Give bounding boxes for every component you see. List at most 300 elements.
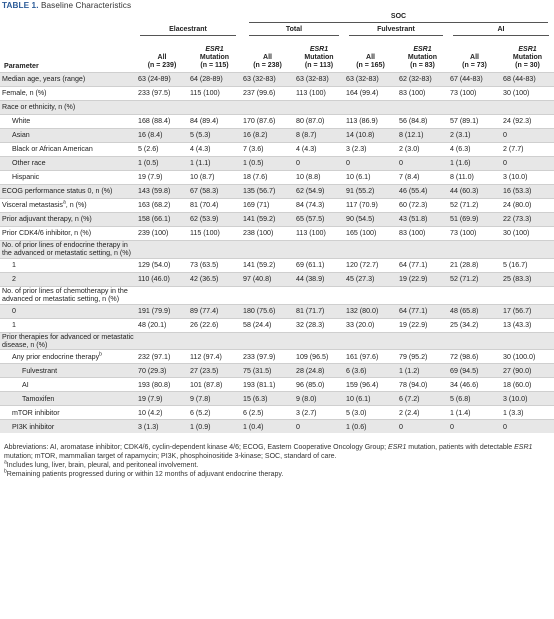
table-cell: 44 (60.3) bbox=[448, 185, 501, 199]
table-cell bbox=[294, 286, 344, 304]
table-cell: 112 (97.4) bbox=[188, 350, 241, 364]
abbrev-text-1: Abbreviations: AI, aromatase inhibitor; CDK4/6, cyclin-dependent kinase 4/6; ECOG, Eastern Cooperative Oncology Group; bbox=[4, 444, 389, 451]
table-cell: 78 (94.0) bbox=[397, 378, 448, 392]
table-cell: 69 (94.5) bbox=[448, 364, 501, 378]
table-row bbox=[0, 420, 554, 434]
table-cell: 56 (84.8) bbox=[397, 115, 448, 129]
row-label bbox=[0, 332, 136, 350]
row-label-text: ECOG performance status 0, n (%) bbox=[2, 187, 113, 196]
subheader-line: (n = 113) bbox=[304, 62, 334, 69]
table-cell bbox=[188, 286, 241, 304]
table-cell: 5 (2.6) bbox=[136, 143, 188, 157]
table-cell: 3 (10.0) bbox=[501, 392, 554, 406]
table-cell: 6 (3.6) bbox=[344, 364, 397, 378]
row-label bbox=[0, 420, 136, 434]
table-cell: 24 (92.3) bbox=[501, 115, 554, 129]
table-cell: 10 (8.7) bbox=[188, 171, 241, 185]
table-cell: 0 bbox=[397, 157, 448, 171]
table-row bbox=[0, 258, 554, 272]
table-cell: 45 (27.3) bbox=[344, 272, 397, 286]
table-cell: 17 (56.7) bbox=[501, 304, 554, 318]
table-cell: 27 (23.5) bbox=[188, 364, 241, 378]
table-cell: 237 (99.6) bbox=[241, 87, 294, 101]
subheader-line: (n = 73) bbox=[462, 62, 487, 69]
row-label bbox=[0, 378, 136, 392]
table-cell bbox=[188, 332, 241, 350]
table-cell: 81 (71.7) bbox=[294, 304, 344, 318]
table-cell: 51 (69.9) bbox=[448, 213, 501, 227]
table-cell: 67 (44-83) bbox=[448, 73, 501, 87]
table-row bbox=[0, 199, 554, 213]
row-label-text: Black or African American bbox=[12, 145, 93, 154]
table-cell: 25 (34.2) bbox=[448, 318, 501, 332]
table-cell: 0 bbox=[448, 420, 501, 434]
table-cell: 1 (0.9) bbox=[188, 420, 241, 434]
table-cell: 30 (100) bbox=[501, 227, 554, 241]
table-cell: 135 (56.7) bbox=[241, 185, 294, 199]
row-label bbox=[0, 115, 136, 129]
subheader-line: Mutation bbox=[304, 54, 334, 61]
abbrev-esr1: ESR1 bbox=[388, 444, 407, 451]
table-cell: 1 (1.2) bbox=[397, 364, 448, 378]
abbrev-text-3: mutation; mTOR, mammalian target of rapamycin; PI3K, phosphoinositide 3-kinase; SOC, standard of care. bbox=[4, 453, 337, 460]
row-label-text: No. of prior lines of chemotherapy in the advanced or metastatic setting, n (%) bbox=[2, 286, 128, 304]
table-cell: 6 (7.2) bbox=[397, 392, 448, 406]
table-cell bbox=[448, 286, 501, 304]
table-cell: 5 (6.8) bbox=[448, 392, 501, 406]
table-cell: 84 (89.4) bbox=[188, 115, 241, 129]
table-cell: 5 (3.0) bbox=[344, 406, 397, 420]
subheader-line: ESR1 bbox=[518, 46, 537, 53]
table-caption bbox=[2, 1, 131, 10]
table-cell: 34 (46.6) bbox=[448, 378, 501, 392]
table-cell: 8 (8.7) bbox=[294, 129, 344, 143]
table-cell bbox=[448, 332, 501, 350]
table-cell: 63 (24-89) bbox=[136, 73, 188, 87]
table-cell: 1 (0.4) bbox=[241, 420, 294, 434]
table-label: TABLE 1. bbox=[2, 1, 39, 10]
table-cell: 63 (32-83) bbox=[241, 73, 294, 87]
table-cell: 1 (1.4) bbox=[448, 406, 501, 420]
table-cell: 233 (97.9) bbox=[241, 350, 294, 364]
row-label bbox=[0, 241, 136, 259]
table-cell: 73 (100) bbox=[448, 227, 501, 241]
row-label-text: Prior therapies for advanced or metastatic disease, n (%) bbox=[2, 332, 134, 350]
table-row bbox=[0, 286, 554, 304]
table-cell bbox=[188, 241, 241, 259]
table-cell: 21 (28.8) bbox=[448, 258, 501, 272]
table-cell bbox=[344, 101, 397, 115]
table-cell: 19 (22.9) bbox=[397, 272, 448, 286]
row-label-text: Prior adjuvant therapy, n (%) bbox=[2, 215, 92, 224]
table-cell bbox=[241, 241, 294, 259]
row-label-text: Visceral metastasis bbox=[2, 201, 63, 210]
table-cell: 48 (65.8) bbox=[448, 304, 501, 318]
table-cell: 4 (6.3) bbox=[448, 143, 501, 157]
table-cell: 73 (100) bbox=[448, 87, 501, 101]
row-label bbox=[0, 129, 136, 143]
row-label bbox=[0, 171, 136, 185]
table-row bbox=[0, 318, 554, 332]
row-label-sup: a bbox=[62, 199, 66, 206]
table-cell: 64 (28-89) bbox=[188, 73, 241, 87]
table-row bbox=[0, 185, 554, 199]
subheader-line: (n = 115) bbox=[200, 62, 229, 69]
table-cell: 101 (87.8) bbox=[188, 378, 241, 392]
table-cell: 3 (2.3) bbox=[344, 143, 397, 157]
table-cell bbox=[344, 332, 397, 350]
row-label bbox=[0, 364, 136, 378]
footnote-a-text: Includes lung, liver, brain, pleural, and peritoneal involvement. bbox=[6, 462, 199, 469]
table-row bbox=[0, 392, 554, 406]
row-label-text: Median age, years (range) bbox=[2, 75, 86, 84]
table-cell bbox=[294, 241, 344, 259]
row-label bbox=[0, 185, 136, 199]
table-cell: 0 bbox=[501, 129, 554, 143]
table-cell: 16 (8.4) bbox=[136, 129, 188, 143]
table-cell: 32 (28.3) bbox=[294, 318, 344, 332]
table-cell: 10 (6.1) bbox=[344, 392, 397, 406]
table-cell: 60 (72.3) bbox=[397, 199, 448, 213]
table-cell: 4 (4.3) bbox=[188, 143, 241, 157]
subheader-cell bbox=[136, 36, 188, 73]
table-row bbox=[0, 143, 554, 157]
table-cell: 163 (68.2) bbox=[136, 199, 188, 213]
table-cell: 164 (99.4) bbox=[344, 87, 397, 101]
table-cell: 96 (85.0) bbox=[294, 378, 344, 392]
table-cell: 159 (96.4) bbox=[344, 378, 397, 392]
table-cell: 9 (7.8) bbox=[188, 392, 241, 406]
subheader-cell bbox=[188, 36, 241, 73]
table-row bbox=[0, 406, 554, 420]
table-cell: 193 (80.8) bbox=[136, 378, 188, 392]
table-cell: 238 (100) bbox=[241, 227, 294, 241]
row-label-text: Prior CDK4/6 inhibitor, n (%) bbox=[2, 229, 92, 238]
table-cell: 2 (3.1) bbox=[448, 129, 501, 143]
table-cell: 0 bbox=[294, 157, 344, 171]
table-row bbox=[0, 213, 554, 227]
table-cell: 158 (66.1) bbox=[136, 213, 188, 227]
table-cell: 13 (43.3) bbox=[501, 318, 554, 332]
row-label-text: Race or ethnicity, n (%) bbox=[2, 103, 76, 112]
table-cell bbox=[294, 332, 344, 350]
subheader-line: All bbox=[157, 54, 167, 61]
table-cell: 63 (32-83) bbox=[294, 73, 344, 87]
table-cell: 3 (2.7) bbox=[294, 406, 344, 420]
subheader-line: ESR1 bbox=[309, 46, 329, 53]
table-row bbox=[0, 304, 554, 318]
table-cell: 90 (54.5) bbox=[344, 213, 397, 227]
table-cell bbox=[188, 101, 241, 115]
table-cell: 120 (72.7) bbox=[344, 258, 397, 272]
row-label bbox=[0, 157, 136, 171]
table-cell: 0 bbox=[501, 157, 554, 171]
subheader-line: Mutation bbox=[199, 54, 230, 61]
subheader-line: Mutation bbox=[512, 54, 543, 61]
subheader-line: ESR1 bbox=[413, 46, 432, 53]
table-cell: 8 (12.1) bbox=[397, 129, 448, 143]
table-cell: 1 (3.3) bbox=[501, 406, 554, 420]
row-label bbox=[0, 258, 136, 272]
table-cell: 109 (96.5) bbox=[294, 350, 344, 364]
row-label-text: White bbox=[12, 117, 31, 126]
total-header: Total bbox=[249, 26, 339, 36]
table-cell: 232 (97.1) bbox=[136, 350, 188, 364]
table-cell: 73 (63.5) bbox=[188, 258, 241, 272]
row-label-text: mTOR inhibitor bbox=[12, 408, 60, 417]
row-label-suffix: , n (%) bbox=[65, 201, 87, 210]
table-cell: 75 (31.5) bbox=[241, 364, 294, 378]
table-cell bbox=[448, 241, 501, 259]
table-cell: 9 (8.0) bbox=[294, 392, 344, 406]
footnote-a-mark: a bbox=[4, 459, 7, 466]
table-cell: 5 (16.7) bbox=[501, 258, 554, 272]
soc-header: SOC bbox=[249, 13, 548, 23]
table-cell: 10 (8.8) bbox=[294, 171, 344, 185]
row-label-text: AI bbox=[22, 380, 29, 389]
subheader-cell bbox=[294, 36, 344, 73]
table-cell bbox=[241, 286, 294, 304]
table-cell: 193 (81.1) bbox=[241, 378, 294, 392]
row-label bbox=[0, 87, 136, 101]
table-row bbox=[0, 350, 554, 364]
row-label bbox=[0, 304, 136, 318]
baseline-characteristics-table bbox=[0, 13, 554, 433]
row-label-text: Asian bbox=[12, 131, 30, 140]
table-cell: 30 (100.0) bbox=[501, 350, 554, 364]
table-row bbox=[0, 157, 554, 171]
row-label-text: Other race bbox=[12, 159, 46, 168]
table-cell bbox=[136, 101, 188, 115]
subheader-line: ESR1 bbox=[205, 46, 224, 53]
table-cell: 57 (89.1) bbox=[448, 115, 501, 129]
row-label-text: Female, n (%) bbox=[2, 89, 47, 98]
table-cell: 18 (60.0) bbox=[501, 378, 554, 392]
table-row bbox=[0, 227, 554, 241]
table-cell: 62 (32-83) bbox=[397, 73, 448, 87]
table-cell: 113 (100) bbox=[294, 227, 344, 241]
table-cell: 143 (59.8) bbox=[136, 185, 188, 199]
parameter-header: Parameter bbox=[0, 36, 136, 73]
table-cell: 43 (51.8) bbox=[397, 213, 448, 227]
table-cell bbox=[397, 241, 448, 259]
fulvestrant-header: Fulvestrant bbox=[349, 26, 443, 36]
row-label bbox=[0, 73, 136, 87]
table-cell: 8 (11.0) bbox=[448, 171, 501, 185]
table-cell: 141 (59.2) bbox=[241, 258, 294, 272]
table-cell: 67 (58.3) bbox=[188, 185, 241, 199]
table-cell: 115 (100) bbox=[188, 227, 241, 241]
row-label-text: PI3K inhibitor bbox=[12, 422, 55, 431]
row-label-text: No. of prior lines of endocrine therapy in the advanced or metastatic setting, n (%) bbox=[2, 241, 131, 258]
table-cell: 170 (87.6) bbox=[241, 115, 294, 129]
ai-header: AI bbox=[453, 26, 549, 36]
abbrev-esr1-b: ESR1 bbox=[514, 444, 533, 451]
subheader-cell bbox=[448, 36, 501, 73]
footnote-b-text: Remaining patients progressed during or within 12 months of adjuvant endocrine therapy. bbox=[6, 471, 284, 478]
table-cell: 16 (53.3) bbox=[501, 185, 554, 199]
table-row bbox=[0, 171, 554, 185]
table-cell bbox=[501, 286, 554, 304]
subheader-line: All bbox=[470, 54, 479, 61]
table-cell: 80 (87.0) bbox=[294, 115, 344, 129]
table-cell: 19 (7.9) bbox=[136, 392, 188, 406]
table-row bbox=[0, 378, 554, 392]
table-cell: 0 bbox=[294, 420, 344, 434]
abbrev-text-2: mutation, patients with detectable bbox=[406, 444, 515, 451]
table-cell: 3 (1.3) bbox=[136, 420, 188, 434]
table-cell: 18 (7.6) bbox=[241, 171, 294, 185]
row-label bbox=[0, 392, 136, 406]
table-cell: 168 (88.4) bbox=[136, 115, 188, 129]
subheader-line: (n = 238) bbox=[253, 62, 282, 69]
table-row bbox=[0, 129, 554, 143]
table-cell: 239 (100) bbox=[136, 227, 188, 241]
row-label-text: 0 bbox=[12, 306, 16, 315]
subheader-cell bbox=[241, 36, 294, 73]
table-cell: 0 bbox=[397, 420, 448, 434]
table-cell bbox=[241, 101, 294, 115]
table-cell: 0 bbox=[344, 157, 397, 171]
table-cell: 81 (70.4) bbox=[188, 199, 241, 213]
table-cell: 89 (77.4) bbox=[188, 304, 241, 318]
table-row bbox=[0, 101, 554, 115]
table-cell: 27 (90.0) bbox=[501, 364, 554, 378]
table-cell: 161 (97.6) bbox=[344, 350, 397, 364]
elacestrant-header: Elacestrant bbox=[140, 26, 236, 36]
table-title: Baseline Characteristics bbox=[40, 1, 132, 10]
table-cell: 72 (98.6) bbox=[448, 350, 501, 364]
table-row bbox=[0, 332, 554, 350]
row-label-text: 1 bbox=[12, 320, 16, 329]
row-label bbox=[0, 101, 136, 115]
row-label bbox=[0, 143, 136, 157]
table-cell: 7 (3.6) bbox=[241, 143, 294, 157]
table-cell bbox=[136, 286, 188, 304]
table-cell: 2 (7.7) bbox=[501, 143, 554, 157]
table-cell: 141 (59.2) bbox=[241, 213, 294, 227]
table-cell: 5 (5.3) bbox=[188, 129, 241, 143]
table-cell: 64 (77.1) bbox=[397, 304, 448, 318]
table-cell bbox=[397, 332, 448, 350]
table-row bbox=[0, 241, 554, 259]
table-cell: 191 (79.9) bbox=[136, 304, 188, 318]
table-cell: 25 (83.3) bbox=[501, 272, 554, 286]
row-label-text: Hispanic bbox=[12, 173, 40, 182]
footnote-b bbox=[4, 470, 552, 479]
table-cell bbox=[397, 101, 448, 115]
row-label-text: Fulvestrant bbox=[22, 366, 58, 375]
table-cell: 117 (70.9) bbox=[344, 199, 397, 213]
table-cell: 64 (77.1) bbox=[397, 258, 448, 272]
table-cell: 79 (95.2) bbox=[397, 350, 448, 364]
table-cell: 70 (29.3) bbox=[136, 364, 188, 378]
table-cell: 7 (8.4) bbox=[397, 171, 448, 185]
table-cell: 2 (3.0) bbox=[397, 143, 448, 157]
table-cell: 129 (54.0) bbox=[136, 258, 188, 272]
table-cell: 69 (61.1) bbox=[294, 258, 344, 272]
table-cell: 19 (22.9) bbox=[397, 318, 448, 332]
row-label-text: Any prior endocrine therapy bbox=[12, 352, 100, 361]
table-cell: 46 (55.4) bbox=[397, 185, 448, 199]
table-cell: 113 (86.9) bbox=[344, 115, 397, 129]
table-cell bbox=[501, 101, 554, 115]
table-cell bbox=[448, 101, 501, 115]
table-cell: 15 (6.3) bbox=[241, 392, 294, 406]
table-cell bbox=[344, 286, 397, 304]
table-row bbox=[0, 115, 554, 129]
row-label-sup: b bbox=[99, 351, 102, 358]
table-cell: 62 (54.9) bbox=[294, 185, 344, 199]
table-cell: 42 (36.5) bbox=[188, 272, 241, 286]
subheader-line: Mutation bbox=[407, 54, 438, 61]
table-row bbox=[0, 364, 554, 378]
table-cell: 26 (22.6) bbox=[188, 318, 241, 332]
subheader-line: (n = 30) bbox=[515, 62, 540, 69]
row-label bbox=[0, 350, 136, 364]
table-cell: 22 (73.3) bbox=[501, 213, 554, 227]
table-cell: 83 (100) bbox=[397, 227, 448, 241]
row-label bbox=[0, 318, 136, 332]
subheader-cell bbox=[397, 36, 448, 73]
row-label bbox=[0, 227, 136, 241]
table-cell: 180 (75.6) bbox=[241, 304, 294, 318]
table-cell: 97 (40.8) bbox=[241, 272, 294, 286]
subheader-line: (n = 83) bbox=[410, 62, 435, 69]
footnotes bbox=[4, 443, 552, 479]
row-label-text: Tamoxifen bbox=[22, 394, 55, 403]
table-cell bbox=[501, 241, 554, 259]
table-cell bbox=[136, 332, 188, 350]
table-cell: 91 (55.2) bbox=[344, 185, 397, 199]
table-cell: 44 (38.9) bbox=[294, 272, 344, 286]
subheader-cell bbox=[344, 36, 397, 73]
table-cell: 68 (44-83) bbox=[501, 73, 554, 87]
table-cell: 132 (80.0) bbox=[344, 304, 397, 318]
table-cell: 19 (7.9) bbox=[136, 171, 188, 185]
table-cell: 30 (100) bbox=[501, 87, 554, 101]
table-cell bbox=[136, 241, 188, 259]
table-cell bbox=[397, 286, 448, 304]
table-cell: 1 (0.6) bbox=[344, 420, 397, 434]
footnote-b-mark: b bbox=[4, 468, 7, 475]
row-label bbox=[0, 199, 136, 213]
table-cell: 16 (8.2) bbox=[241, 129, 294, 143]
row-label-text: 1 bbox=[12, 261, 16, 270]
table-cell: 33 (20.0) bbox=[344, 318, 397, 332]
table-cell: 83 (100) bbox=[397, 87, 448, 101]
table-cell: 1 (1.1) bbox=[188, 157, 241, 171]
table-cell: 233 (97.5) bbox=[136, 87, 188, 101]
table-cell: 52 (71.2) bbox=[448, 272, 501, 286]
table-row bbox=[0, 87, 554, 101]
table-cell bbox=[241, 332, 294, 350]
table-row bbox=[0, 272, 554, 286]
table-cell: 52 (71.2) bbox=[448, 199, 501, 213]
table-cell: 110 (46.0) bbox=[136, 272, 188, 286]
subheader-line: (n = 165) bbox=[356, 62, 385, 69]
row-label-text: 2 bbox=[12, 275, 16, 284]
table-cell: 165 (100) bbox=[344, 227, 397, 241]
table-cell: 10 (4.2) bbox=[136, 406, 188, 420]
table-cell: 14 (10.8) bbox=[344, 129, 397, 143]
table-cell: 169 (71) bbox=[241, 199, 294, 213]
table-cell: 115 (100) bbox=[188, 87, 241, 101]
table-cell bbox=[344, 241, 397, 259]
table-cell: 1 (0.5) bbox=[136, 157, 188, 171]
subheader-cell bbox=[501, 36, 554, 73]
abbreviations-note bbox=[4, 443, 552, 461]
